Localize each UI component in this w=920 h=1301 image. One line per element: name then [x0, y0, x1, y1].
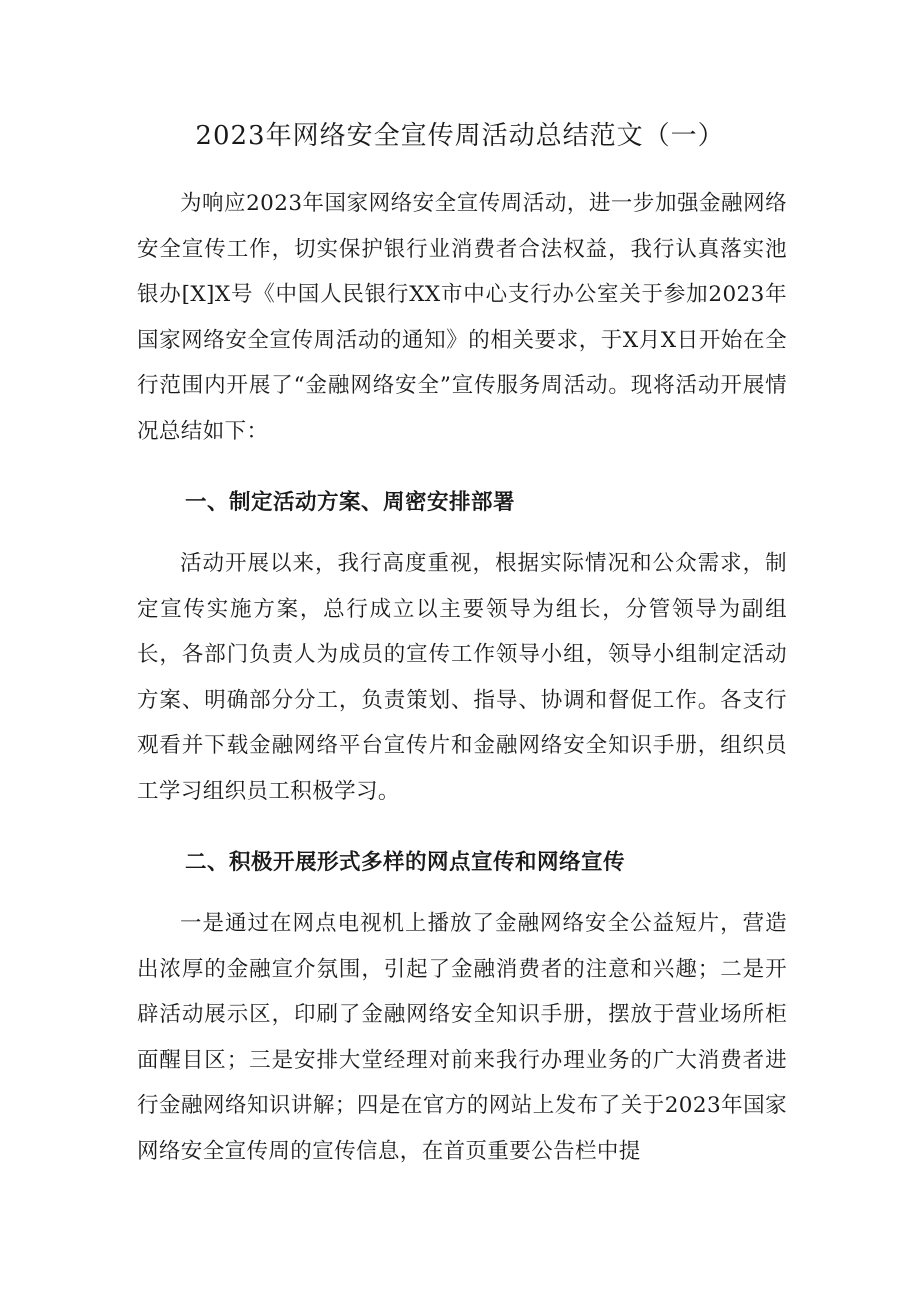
- section-2-paragraph: 一是通过在网点电视机上播放了金融网络安全公益短片，营造出浓厚的金融宣介氛围，引起了金融消费者的注意和兴趣；二是开辟活动展示区，印刷了金融网络安全知识手册，摆放于营业场所柜面醒目区；三是安排大堂经理对前来我行办理业务的广大消费者进行金融网络知识讲解；四是在官方的网站上发布了关于2023年国家网络安全宣传周的宣传信息，在首页重要公告栏中提: [137, 911, 787, 1164]
- section-1-paragraph: 活动开展以来，我行高度重视，根据实际情况和公众需求，制定宣传实施方案，总行成立以主要领导为组长，分管领导为副组长，各部门负责人为成员的宣传工作领导小组，领导小组制定活动方案、明确部分分工，负责策划、指导、协调和督促工作。各支行观看并下载金融网络平台宣传片和金融网络安全知识手册，组织员工学习组织员工积极学习。: [137, 551, 787, 804]
- intro-paragraph: 为响应2023年国家网络安全宣传周活动，进一步加强金融网络安全宣传工作，切实保护银行业消费者合法权益，我行认真落实池银办[X]X号《中国人民银行XX市中心支行办公室关于参加2023年国家网络安全宣传周活动的通知》的相关要求，于X月X日开始在全行范围内开展了“金融网络安全”宣传服务周活动。现将活动开展情况总结如下：: [137, 191, 787, 444]
- document-title: 2023年网络安全宣传周活动总结范文（一）: [195, 121, 725, 151]
- section-heading-1: 一、制定活动方案、周密安排部署: [185, 490, 516, 515]
- section-heading-2: 二、积极开展形式多样的网点宣传和网络宣传: [185, 850, 626, 875]
